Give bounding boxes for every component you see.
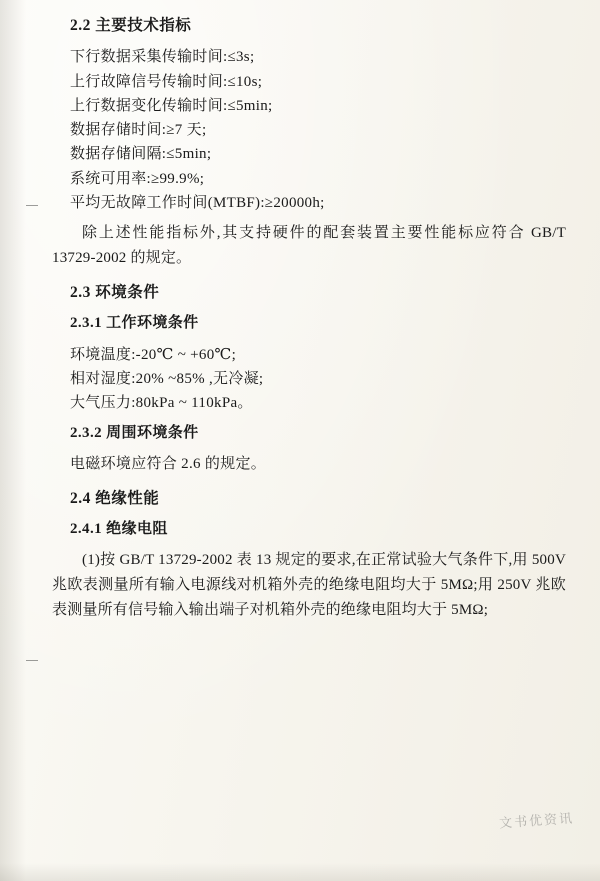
spec-item-availability: 系统可用率:≥99.9%; [70, 170, 205, 187]
heading-2-4-1: 2.4.1 绝缘电阻 [70, 520, 168, 537]
watermark: 文书优资讯 [498, 810, 575, 831]
spec-item-uplink-fault: 上行故障信号传输时间:≤10s; [70, 73, 263, 90]
section-2-4 [52, 487, 566, 623]
page-bottom-shadow [0, 863, 600, 881]
paragraph-2-4-1: (1)按 GB/T 13729-2002 表 13 规定的要求,在正常试验大气条件下,用 500V 兆欧表测量所有输入电源线对机箱外壳的绝缘电阻均大于 5MΩ;用 250V 兆欧表测量所有信号输入输出端子对机箱外壳的绝缘电阻均大于 5MΩ; [52, 552, 566, 619]
spec-item-uplink-change: 上行数据变化传输时间:≤5min; [70, 97, 273, 114]
spacer [52, 477, 566, 487]
page-left-shadow [0, 0, 26, 881]
spec-item-storage-interval: 数据存储间隔:≤5min; [70, 146, 212, 163]
spec-item-emc: 电磁环境应符合 2.6 的规定。 [70, 456, 267, 473]
spec-item-downlink-collect: 下行数据采集传输时间:≤3s; [70, 49, 255, 66]
spacer [52, 271, 566, 281]
binding-mark-top [26, 205, 38, 206]
heading-2-3: 2.3 环境条件 [70, 284, 160, 302]
heading-2-3-1: 2.3.1 工作环境条件 [70, 315, 199, 332]
section-2-2 [52, 14, 566, 271]
heading-2-2: 2.2 主要技术指标 [70, 17, 192, 34]
heading-2-4: 2.4 绝缘性能 [70, 489, 160, 507]
spec-item-pressure: 大气压力:80kPa ~ 110kPa。 [70, 395, 253, 412]
spec-item-humidity: 相对湿度:20% ~85% ,无冷凝; [70, 371, 264, 388]
paragraph-2-2: 除上述性能指标外,其支持硬件的配套装置主要性能标应符合 GB/T 13729-2002 的规定。 [52, 225, 566, 267]
heading-2-3-2: 2.3.2 周围环境条件 [70, 424, 199, 441]
spec-item-temperature: 环境温度:-20℃ ~ +60℃; [70, 346, 237, 363]
binding-mark-mid [26, 660, 38, 661]
section-2-3 [52, 281, 566, 476]
spec-item-mtbf: 平均无故障工作时间(MTBF):≥20000h; [70, 195, 325, 212]
spec-item-storage-time: 数据存储时间:≥7 天; [70, 122, 207, 139]
